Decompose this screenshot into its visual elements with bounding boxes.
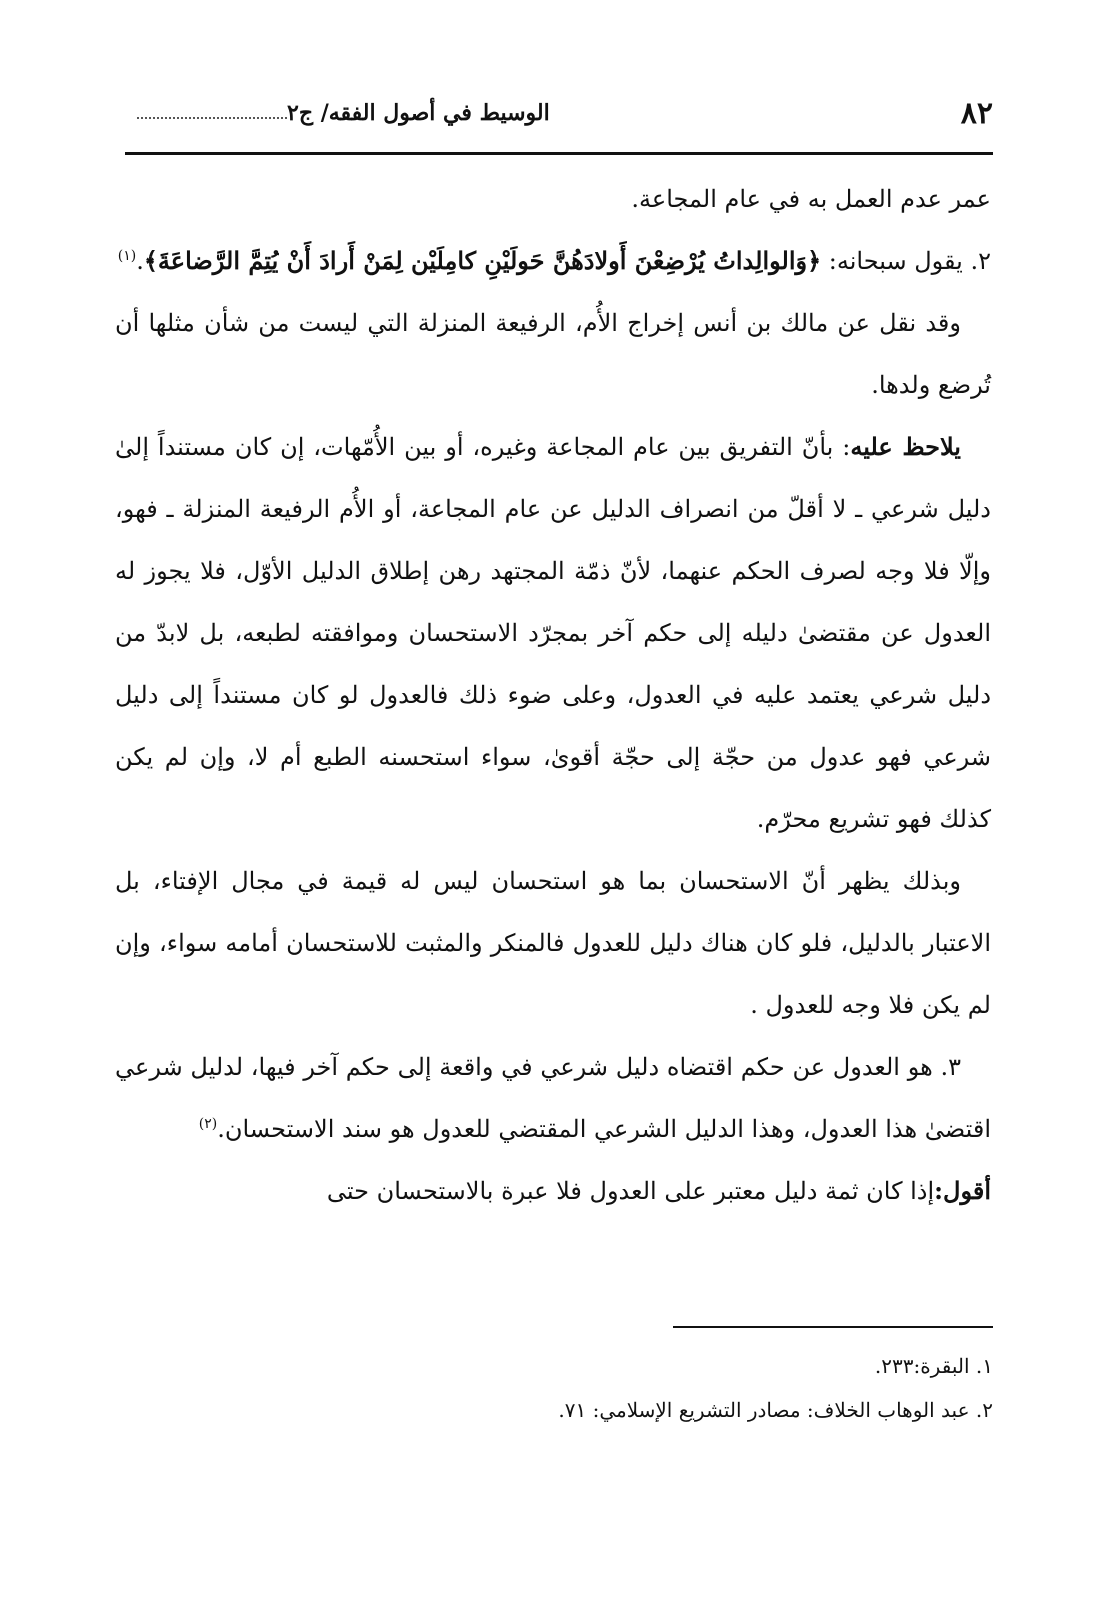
- page-number: ٨٢: [960, 95, 993, 131]
- header-rule: [125, 152, 993, 155]
- footnote-2: ٢. عبد الوهاب الخلاف: مصادر التشريع الإسلامي: ٧١.: [558, 1398, 993, 1422]
- paragraph-text: عمر عدم العمل به في عام المجاعة.: [631, 185, 991, 213]
- paragraph-1: [115, 168, 991, 230]
- quran-verse: ﴿وَالوالِداتُ يُرْضِعْنَ أَولادَهُنَّ حَولَيْنِ كامِلَيْن لِمَنْ أَرادَ أَنْ يُتِمَّ الرَّضاعَةَ﴾: [143, 246, 822, 275]
- paragraph-text: : بأنّ التفريق بين عام المجاعة وغيره، أو بين الأُمّهات، إن كان مستنداً إلىٰ دليل شرعي ـ لا أقلّ من انصراف الدليل عن عام المجاعة، أو الأُم الرفيعة المنزلة ـ فهو، وإلّا فلا وجه لصرف الحكم عنهما، لأنّ ذمّة المجتهد رهن إطلاق الدليل الأوّل، فلا يجوز له العدول عن مقتضىٰ دليله إلى حكم آخر بمجرّد الاستحسان وموافقته لطبعه، بل لابدّ من دليل شرعي يعتمد عليه في العدول، وعلى ضوء ذلك فالعدول لو كان مستنداً إلى دليل شرعي فهو عدول من حجّة إلى حجّة أقوىٰ، سواء استحسنه الطبع أم لا، وإن لم يكن كذلك فهو تشريع محرّم.: [115, 433, 992, 833]
- paragraph-lead: أقول:: [934, 1176, 991, 1205]
- footnote-1: ١. البقرة:٢٣٣.: [874, 1354, 993, 1378]
- paragraph-text: إذا كان ثمة دليل معتبر على العدول فلا عبرة بالاستحسان حتى: [326, 1177, 935, 1205]
- page-header: [125, 88, 993, 138]
- paragraph-text: ٣. هو العدول عن حكم اقتضاه دليل شرعي في واقعة إلى حكم آخر فيها، لدليل شرعي اقتضىٰ هذا العدول، وهذا الدليل الشرعي المقتضي للعدول هو سند الاستحسان.: [115, 1053, 991, 1143]
- paragraph-text: .: [136, 247, 144, 275]
- running-head-title: الوسيط في أصول الفقه/ ج٢: [287, 100, 550, 126]
- leader-dots: [137, 107, 287, 119]
- footnote-ref-1[interactable]: (١): [117, 248, 137, 264]
- paragraph-6: [115, 1036, 991, 1160]
- footnote-ref-2[interactable]: (٢): [198, 1116, 218, 1132]
- paragraph-4: [115, 416, 991, 850]
- running-head: [125, 100, 550, 126]
- paragraph-lead: يلاحظ عليه: [850, 432, 961, 461]
- footnote-rule: [673, 1326, 993, 1328]
- paragraph-text: وقد نقل عن مالك بن أنس إخراج الأُم، الرفيعة المنزلة التي ليست من شأن مثلها أن تُرضع ولدها.: [115, 309, 991, 399]
- paragraph-text: ٢. يقول سبحانه:: [821, 247, 991, 275]
- paragraph-7: [115, 1160, 991, 1222]
- main-text: [115, 168, 991, 1222]
- footnotes: [125, 1344, 993, 1432]
- paragraph-3: [115, 292, 991, 416]
- paragraph-5: [115, 850, 991, 1036]
- paragraph-2: [115, 230, 991, 292]
- paragraph-text: وبذلك يظهر أنّ الاستحسان بما هو استحسان ليس له قيمة في مجال الإفتاء، بل الاعتبار بالدليل، فلو كان هناك دليل للعدول فالمنكر والمثبت للاستحسان أمامه سواء، وإن لم يكن فلا وجه للعدول .: [115, 867, 991, 1019]
